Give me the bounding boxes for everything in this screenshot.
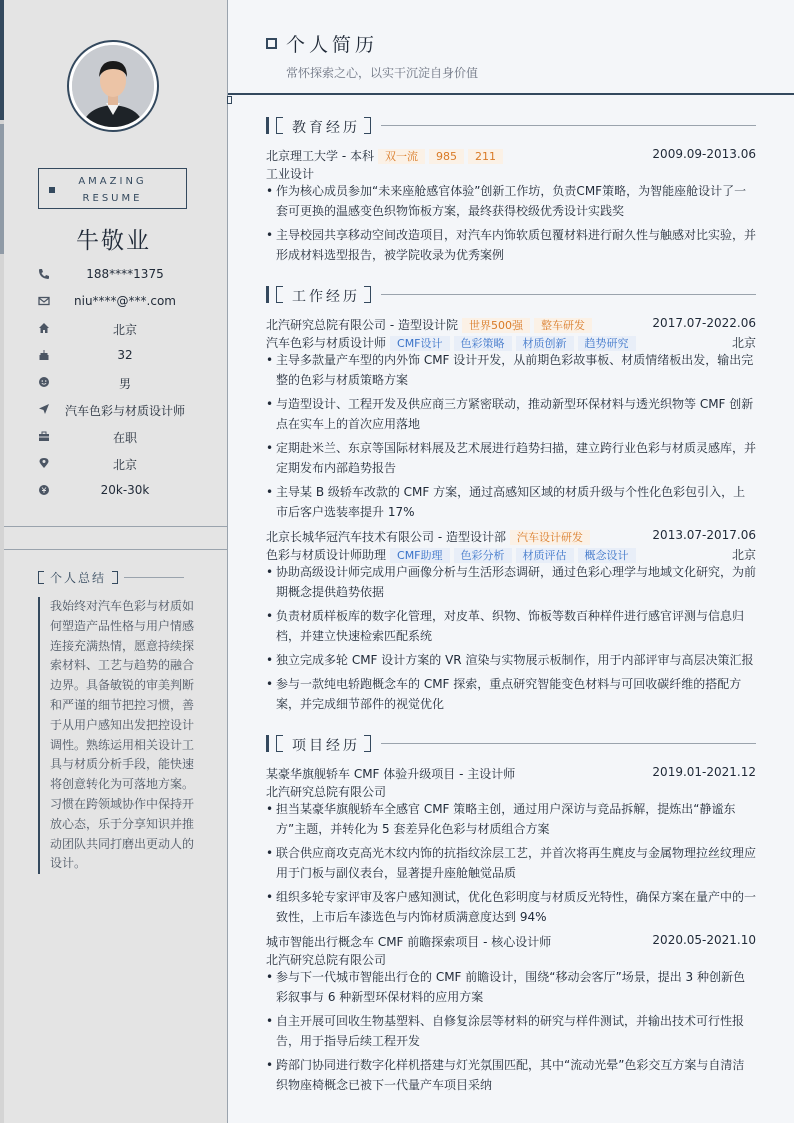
cake-icon	[38, 349, 50, 361]
tag: 双一流	[378, 149, 425, 164]
summary-text: 我始终对汽车色彩与材质如何塑造产品性格与用户情感连接充满热情，愿意持续探索材料、工艺与趋势的融合边界。具备敏锐的审美判断和严谨的细节把控习惯，善于从用户感知出发把控设计调性。熟练运用相关设计工具与材质分析手段，能快速将创意转化为可落地方案。习惯在跨领域协作中保持开放心态，乐于分享知识并推动团队共同打磨出更动人的设计。	[38, 597, 196, 874]
project-org: 北汽研究总院有限公司	[266, 953, 387, 967]
phone-icon	[38, 268, 50, 280]
tag: 985	[429, 149, 464, 164]
page-subtitle: 常怀探索之心，以实干沉淀自身价值	[286, 66, 479, 80]
title-square-icon	[266, 38, 277, 49]
section-title: 教育经历	[292, 120, 360, 136]
info-text: 188****1375	[86, 267, 164, 281]
tag: CMF助理	[390, 548, 450, 563]
tag: CMF设计	[390, 336, 450, 351]
info-city	[38, 320, 198, 338]
project-header-row	[266, 932, 756, 949]
bullet-item: • 独立完成多轮 CMF 设计方案的 VR 渲染与实物展示板制作，用于内部评审与高层决策汇报	[266, 650, 756, 670]
bullet-item: • 作为核心成员参加“未来座舱感官体验”创新工作坊，负责CMF策略，为智能座舱设计了一套可更换的温感变色织物饰板方案，最终获得校级优秀设计实践奖	[266, 181, 756, 221]
job-header-row	[266, 527, 756, 544]
bullet-item: • 负责材质样板库的数字化管理，对皮革、织物、饰板等数百种样件进行感官评测与信息归档，并建立快速检索匹配系统	[266, 606, 756, 646]
sidebar-divider	[4, 549, 227, 550]
info-text: 北京	[112, 458, 137, 472]
date: 2009.09-2013.06	[652, 147, 756, 161]
bullet-item: • 协助高级设计师完成用户画像分析与生活形态调研，通过色彩心理学与地域文化研究，为前期概念提供趋势依据	[266, 562, 756, 602]
bullet-item: • 参与一款纯电轿跑概念车的 CMF 探索，重点研究智能变色材料与可回收碳纤维的搭配方案，并完成细节部件的视觉优化	[266, 674, 756, 714]
info-text: 20k-30k	[100, 483, 150, 497]
date: 2019.01-2021.12	[652, 765, 756, 779]
bullet-item: • 主导校园共享移动空间改造项目，对汽车内饰软质包覆材料进行耐久性与触感对比实验，并形成材料选型报告，被学院收录为优秀案例	[266, 225, 756, 265]
tag: 材质创新	[516, 336, 574, 351]
summary-heading	[38, 568, 188, 584]
major: 工业设计	[266, 167, 315, 181]
bullet-item: • 跨部门协同进行数字化样机搭建与灯光氛围匹配，其中“流动光晕”色彩交互方案与自清洁织物座椅概念已被下一代量产车项目采纳	[266, 1055, 756, 1095]
section-work	[266, 286, 756, 304]
tag: 材质评估	[516, 548, 574, 563]
salary-icon	[38, 484, 50, 496]
tag: 色彩分析	[454, 548, 512, 563]
email-icon	[38, 295, 50, 307]
project-name: 某豪华旗舰轿车 CMF 体验升级项目 - 主设计师	[266, 767, 516, 781]
section-title: 项目经历	[292, 738, 360, 754]
tag: 211	[468, 149, 503, 164]
date: 2017.07-2022.06	[652, 316, 756, 330]
job-role-row	[266, 333, 756, 350]
school-name: 北京理工大学 - 本科	[266, 149, 374, 163]
badge-line1: AMAZING	[78, 176, 147, 187]
bullet-item: • 组织多轮专家评审及客户感知测试，优化色彩明度与材质反光特性，确保方案在量产中的一致性，上市后车漆选色与内饰材质满意度达到 94%	[266, 887, 756, 927]
bullet-item: • 与造型设计、工程开发及供应商三方紧密联动，推动新型环保材料与透光织物等 CMF 创新点在实车上的首次应用落地	[266, 394, 756, 434]
project-org-row	[266, 950, 756, 967]
bullet-item: • 定期赴米兰、东京等国际材料展及艺术展进行趋势扫描，建立跨行业色彩与材质灵感库，并定期发布内部趋势报告	[266, 438, 756, 478]
smile-icon	[38, 376, 50, 388]
summary-title: 个人总结	[50, 571, 107, 585]
bullet-item: • 主导多款量产车型的内外饰 CMF 设计开发，从前期色彩故事板、材质情绪板出发，输出完整的色彩与材质策略方案	[266, 350, 756, 390]
page-header	[228, 0, 794, 95]
bullet-item: • 自主开展可回收生物基塑料、自修复涂层等材料的研究与样件测试，并输出技术可行性报告，用于指导后续工程开发	[266, 1011, 756, 1051]
amazing-resume-badge	[38, 168, 187, 209]
send-icon	[38, 403, 50, 415]
project-name: 城市智能出行概念车 CMF 前瞻探索项目 - 核心设计师	[266, 935, 552, 949]
briefcase-icon	[38, 430, 50, 442]
tag: 趋势研究	[578, 336, 636, 351]
sidebar	[0, 0, 228, 1123]
info-email	[38, 293, 198, 311]
tag: 汽车设计研发	[510, 530, 590, 545]
candidate-name: 牛敬业	[76, 228, 151, 254]
location-pin-icon	[38, 457, 50, 469]
job-city: 北京	[731, 548, 756, 562]
job-header-row	[266, 315, 756, 332]
bullet-item: • 参与下一代城市智能出行仓的 CMF 前瞻设计，围绕“移动会客厅”场景，提出 3 种创新色彩叙事与 6 种新型环保材料的应用方案	[266, 967, 756, 1007]
info-target-role	[38, 401, 198, 419]
info-text: 32	[117, 348, 133, 362]
info-age	[38, 347, 198, 365]
page-title: 个人简历	[286, 34, 379, 56]
section-title: 工作经历	[292, 289, 360, 305]
corner-mark	[227, 96, 232, 104]
info-text: 汽车色彩与材质设计师	[64, 404, 185, 418]
project-org: 北汽研究总院有限公司	[266, 785, 387, 799]
avatar	[72, 45, 154, 127]
date: 2013.07-2017.06	[652, 528, 756, 542]
bullet-item: • 担当某豪华旗舰轿车全感官 CMF 策略主创，通过用户深访与竞品拆解，提炼出“静谧东方”主题，并转化为 5 套差异化色彩与材质组合方案	[266, 799, 756, 839]
section-projects	[266, 735, 756, 753]
company-name: 北京长城华冠汽车技术有限公司 - 造型设计部	[266, 530, 506, 544]
info-status	[38, 428, 198, 446]
tag: 整车研发	[534, 318, 592, 333]
info-salary	[38, 482, 198, 500]
bullet-item: • 联合供应商攻克高光木纹内饰的抗指纹涂层工艺，并首次将再生麂皮与金属物理拉丝纹理应用于门板与副仪表台，显著提升座舱触觉品质	[266, 843, 756, 883]
tag: 色彩策略	[454, 336, 512, 351]
job-role: 色彩与材质设计师助理	[266, 548, 387, 562]
sidebar-divider	[4, 526, 227, 527]
info-text: 北京	[112, 323, 137, 337]
section-education	[266, 117, 756, 135]
project-header-row	[266, 764, 756, 781]
tag: 世界500强	[462, 318, 530, 333]
sidebar-accent-stripe	[0, 0, 4, 1123]
job-role-row	[266, 545, 756, 562]
info-text: 男	[118, 377, 131, 391]
home-icon	[38, 322, 50, 334]
badge-line2: RESUME	[82, 193, 143, 204]
education-header-row	[266, 146, 756, 163]
tag: 概念设计	[578, 548, 636, 563]
company-name: 北汽研究总院有限公司 - 造型设计院	[266, 318, 458, 332]
job-role: 汽车色彩与材质设计师	[266, 336, 387, 350]
avatar-frame	[67, 40, 159, 132]
project-org-row	[266, 782, 756, 799]
info-target-city	[38, 455, 198, 473]
date: 2020.05-2021.10	[652, 933, 756, 947]
job-city: 北京	[731, 336, 756, 350]
info-phone	[38, 266, 198, 284]
bullet-item: • 主导某 B 级轿车改款的 CMF 方案，通过高感知区域的材质升级与个性化色彩包引入，上市后客户选装率提升 17%	[266, 482, 756, 522]
info-text: niu****@***.com	[74, 294, 176, 308]
education-major-row	[266, 164, 756, 181]
info-text: 在职	[112, 431, 137, 445]
info-gender	[38, 374, 198, 392]
